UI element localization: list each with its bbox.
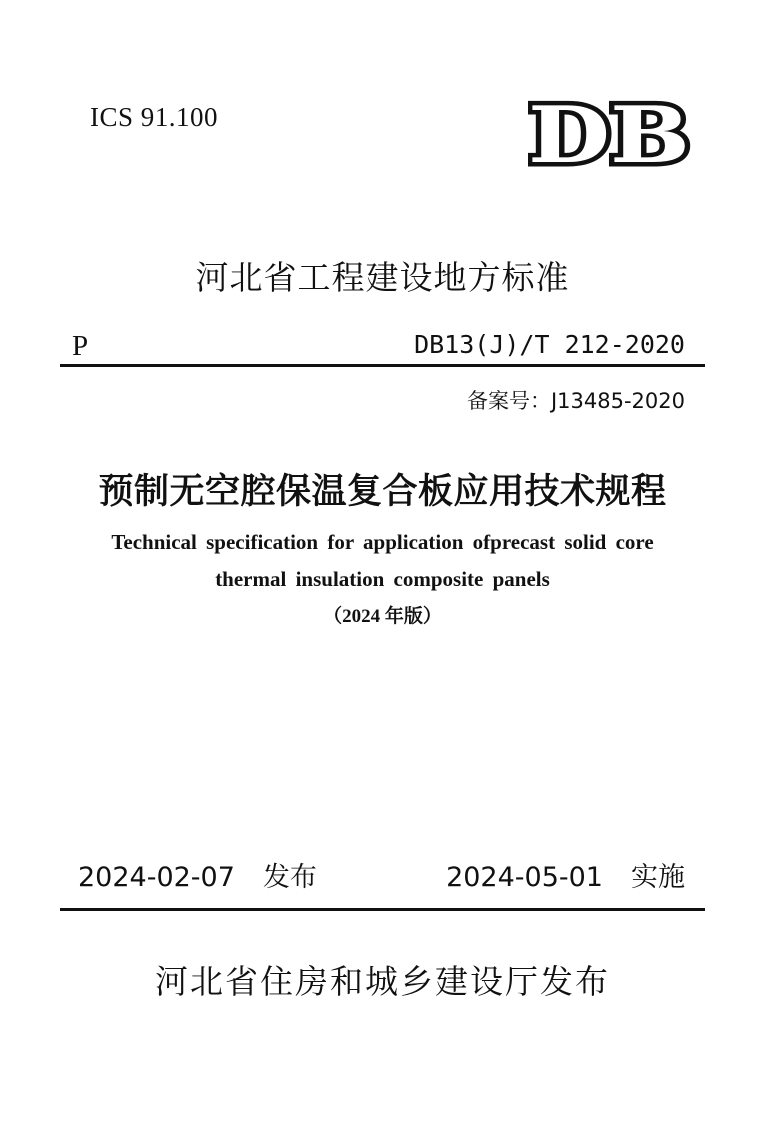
title-english-line-2: thermal insulation composite panels	[215, 567, 550, 591]
db-logo-text: DB	[528, 100, 690, 170]
implementation-label: 实施	[631, 862, 685, 893]
title-chinese: 预制无空腔保温复合板应用技术规程	[98, 471, 667, 512]
implementation-date: 2024-05-01	[446, 862, 603, 893]
standard-number: DB13(J)/T 212-2020	[414, 330, 685, 359]
db-logo	[528, 100, 693, 170]
title-english	[60, 524, 705, 598]
issuing-authority: 河北省住房和城乡建设厅发布	[155, 962, 610, 1001]
release-info	[78, 855, 317, 894]
standard-category: P	[72, 330, 89, 362]
ics-code: ICS 91.100	[90, 102, 219, 132]
implementation-info	[446, 855, 685, 894]
bottom-divider	[60, 908, 705, 911]
top-divider	[60, 364, 705, 367]
title-english-line-1: Technical specification for application ofprecast solid core	[111, 530, 654, 554]
release-label: 发布	[262, 862, 317, 893]
release-date: 2024-02-07	[78, 862, 235, 893]
edition-note: （2024 年版）	[323, 606, 442, 627]
standard-type: 河北省工程建设地方标准	[195, 258, 570, 297]
filing-number: 备案号：J13485-2020	[466, 389, 685, 413]
